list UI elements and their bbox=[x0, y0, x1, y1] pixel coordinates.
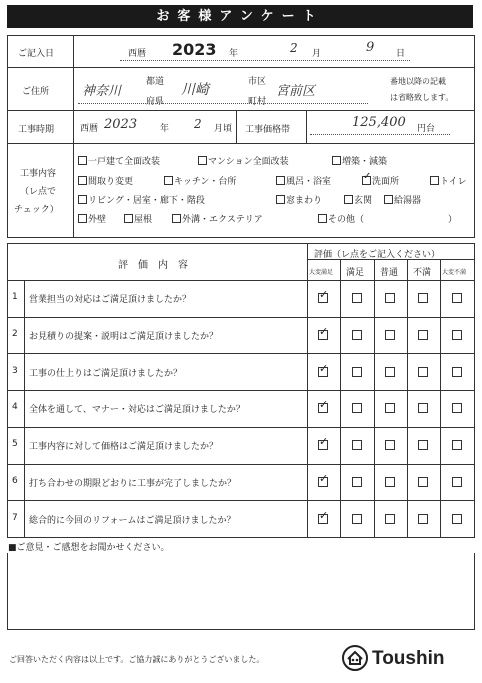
question-number: 4 bbox=[12, 402, 18, 413]
eval-header-right: 評価（レ点をご記入ください） bbox=[314, 250, 441, 260]
eval-header-left: 評 価 内 容 bbox=[118, 260, 188, 271]
rating-checkbox-checked[interactable] bbox=[318, 440, 328, 450]
checkbox-checked[interactable] bbox=[362, 176, 371, 185]
col-neutral: 普通 bbox=[380, 268, 399, 278]
pref-unit-2: 府県 bbox=[146, 97, 165, 107]
info-section bbox=[7, 35, 475, 238]
brand-logo: Toushin bbox=[372, 648, 445, 669]
rating-checkbox-checked[interactable] bbox=[318, 403, 328, 413]
footer-text: ご回答いただく内容は以上です。ご協力誠にありがとうございました。 bbox=[9, 655, 265, 664]
rating-checkbox[interactable] bbox=[385, 403, 395, 413]
work-era: 西暦 bbox=[80, 124, 99, 134]
rating-checkbox[interactable] bbox=[418, 477, 428, 487]
address-label: ご住所 bbox=[22, 87, 50, 97]
opinion-box[interactable] bbox=[7, 553, 475, 630]
checkbox[interactable] bbox=[344, 195, 353, 204]
entry-year-unit: 年 bbox=[229, 49, 239, 59]
col-very-satisfied: 大変満足 bbox=[309, 269, 334, 276]
checkbox[interactable] bbox=[276, 195, 285, 204]
question-number: 7 bbox=[12, 512, 18, 523]
rating-checkbox[interactable] bbox=[418, 367, 428, 377]
rating-checkbox[interactable] bbox=[352, 514, 362, 524]
question-number: 2 bbox=[12, 329, 18, 340]
address-note-2: は省略致します。 bbox=[390, 93, 454, 102]
rating-checkbox[interactable] bbox=[418, 403, 428, 413]
col-very-unsatisfied: 大変不満 bbox=[442, 269, 467, 276]
checkbox[interactable] bbox=[332, 156, 341, 165]
checkbox[interactable] bbox=[78, 214, 87, 223]
price-label: 工事価格帯 bbox=[245, 125, 291, 135]
rating-checkbox[interactable] bbox=[452, 293, 462, 303]
work-option[interactable]: 玄関 bbox=[344, 193, 372, 206]
work-option[interactable]: 屋根 bbox=[124, 212, 152, 225]
rating-checkbox-checked[interactable] bbox=[318, 477, 328, 487]
address-city: 川崎 bbox=[181, 82, 209, 98]
work-option[interactable]: 外溝・エクステリア bbox=[172, 212, 263, 225]
question-text: お見積りの提案・説明はご満足頂けましたか？ bbox=[29, 332, 219, 343]
checkbox[interactable] bbox=[164, 176, 173, 185]
question-text: 全体を通して、マナー・対応はご満足頂けましたか？ bbox=[29, 405, 245, 416]
rating-checkbox[interactable] bbox=[352, 293, 362, 303]
work-option[interactable]: キッチン・台所 bbox=[164, 174, 236, 187]
address-town: 宮前区 bbox=[276, 84, 316, 99]
price-value: 125,400 bbox=[352, 115, 406, 130]
entry-date-label: ご記入日 bbox=[18, 49, 55, 59]
rating-checkbox[interactable] bbox=[452, 440, 462, 450]
entry-day-unit: 日 bbox=[396, 49, 406, 59]
checkbox[interactable] bbox=[318, 214, 327, 223]
entry-month: 2 bbox=[290, 41, 298, 55]
rating-checkbox[interactable] bbox=[385, 330, 395, 340]
entry-era: 西暦 bbox=[128, 49, 147, 59]
work-option[interactable]: 外壁 bbox=[78, 212, 106, 225]
house-logo-icon bbox=[342, 645, 368, 671]
rating-checkbox[interactable] bbox=[352, 477, 362, 487]
work-content-label: 工事内容 bbox=[20, 169, 57, 179]
rating-checkbox[interactable] bbox=[452, 477, 462, 487]
rating-checkbox[interactable] bbox=[418, 330, 428, 340]
price-unit: 円台 bbox=[417, 124, 436, 134]
question-text: 営業担当の対応はご満足頂けましたか？ bbox=[29, 295, 192, 306]
entry-month-unit: 月 bbox=[312, 49, 322, 59]
col-satisfied: 満足 bbox=[346, 268, 365, 278]
rating-checkbox[interactable] bbox=[352, 367, 362, 377]
rating-checkbox[interactable] bbox=[452, 403, 462, 413]
rating-checkbox[interactable] bbox=[418, 293, 428, 303]
question-number: 6 bbox=[12, 475, 18, 486]
checkbox[interactable] bbox=[276, 176, 285, 185]
rating-checkbox[interactable] bbox=[352, 403, 362, 413]
work-year: 2023 bbox=[104, 117, 138, 132]
rating-checkbox[interactable] bbox=[385, 293, 395, 303]
question-number: 3 bbox=[12, 365, 18, 376]
work-content-label-2: （レ点で bbox=[20, 187, 57, 197]
other-close: ） bbox=[448, 215, 458, 225]
work-option[interactable]: 風呂・浴室 bbox=[276, 174, 331, 187]
question-number: 5 bbox=[12, 439, 18, 450]
rating-checkbox[interactable] bbox=[385, 440, 395, 450]
rating-checkbox-checked[interactable] bbox=[318, 293, 328, 303]
work-month-unit: 月頃 bbox=[214, 124, 233, 134]
rating-checkbox-checked[interactable] bbox=[318, 330, 328, 340]
rating-checkbox[interactable] bbox=[452, 330, 462, 340]
work-option[interactable]: マンション全面改装 bbox=[198, 154, 289, 167]
rating-checkbox[interactable] bbox=[385, 367, 395, 377]
work-option[interactable]: その他（ bbox=[318, 212, 364, 225]
checkbox[interactable] bbox=[78, 195, 87, 204]
checkbox[interactable] bbox=[124, 214, 133, 223]
question-text: 打ち合わせの期限どおりに工事が完了しましたか？ bbox=[29, 478, 237, 489]
rating-checkbox[interactable] bbox=[352, 330, 362, 340]
question-text: 工事内容に対して価格はご満足頂けましたか？ bbox=[29, 442, 219, 453]
city-unit-2: 町村 bbox=[248, 97, 267, 107]
rating-checkbox[interactable] bbox=[352, 440, 362, 450]
work-content-label-3: チェック） bbox=[14, 205, 59, 215]
work-period-label: 工事時期 bbox=[18, 125, 55, 135]
rating-checkbox[interactable] bbox=[418, 440, 428, 450]
work-month: 2 bbox=[194, 117, 202, 131]
work-option[interactable]: ✓ 洗面所 bbox=[362, 174, 399, 187]
work-year-unit: 年 bbox=[160, 124, 170, 134]
address-prefecture: 神奈川 bbox=[82, 84, 122, 99]
city-unit-1: 市区 bbox=[248, 77, 267, 87]
rating-checkbox-checked[interactable] bbox=[318, 514, 328, 524]
col-unsatisfied: 不満 bbox=[413, 268, 432, 278]
rating-checkbox[interactable] bbox=[452, 514, 462, 524]
checkbox[interactable] bbox=[78, 156, 87, 165]
checkbox[interactable] bbox=[198, 156, 207, 165]
entry-day: 9 bbox=[366, 40, 375, 55]
page-title: お客様アンケート bbox=[7, 5, 473, 28]
rating-checkbox[interactable] bbox=[452, 367, 462, 377]
work-option[interactable]: 給湯器 bbox=[384, 193, 421, 206]
pref-unit-1: 都道 bbox=[146, 77, 165, 87]
work-option[interactable]: リビング・居室・廊下・階段 bbox=[78, 193, 205, 206]
checkbox[interactable] bbox=[78, 176, 87, 185]
work-option[interactable]: 一戸建て全面改装 bbox=[78, 154, 160, 167]
checkbox[interactable] bbox=[384, 195, 393, 204]
rating-checkbox[interactable] bbox=[418, 514, 428, 524]
question-text: 総合的に今回のリフォームはご満足頂けましたか？ bbox=[29, 515, 236, 526]
checkbox[interactable] bbox=[172, 214, 181, 223]
rating-checkbox[interactable] bbox=[385, 514, 395, 524]
work-option[interactable]: トイレ bbox=[430, 174, 467, 187]
question-text: 工事の仕上りはご満足頂けましたか？ bbox=[29, 368, 183, 379]
rating-checkbox[interactable] bbox=[385, 477, 395, 487]
work-option[interactable]: 増築・減築 bbox=[332, 154, 387, 167]
rating-checkbox-checked[interactable] bbox=[318, 367, 328, 377]
entry-year: 2023 bbox=[172, 40, 217, 59]
work-option[interactable]: 間取り変更 bbox=[78, 174, 133, 187]
opinion-label: ■ご意見・ご感想をお聞かせください。 bbox=[8, 543, 170, 553]
checkbox[interactable] bbox=[430, 176, 439, 185]
question-number: 1 bbox=[12, 292, 18, 303]
work-option[interactable]: 窓まわり bbox=[276, 193, 322, 206]
address-note-1: 番地以降の記載 bbox=[390, 77, 446, 86]
